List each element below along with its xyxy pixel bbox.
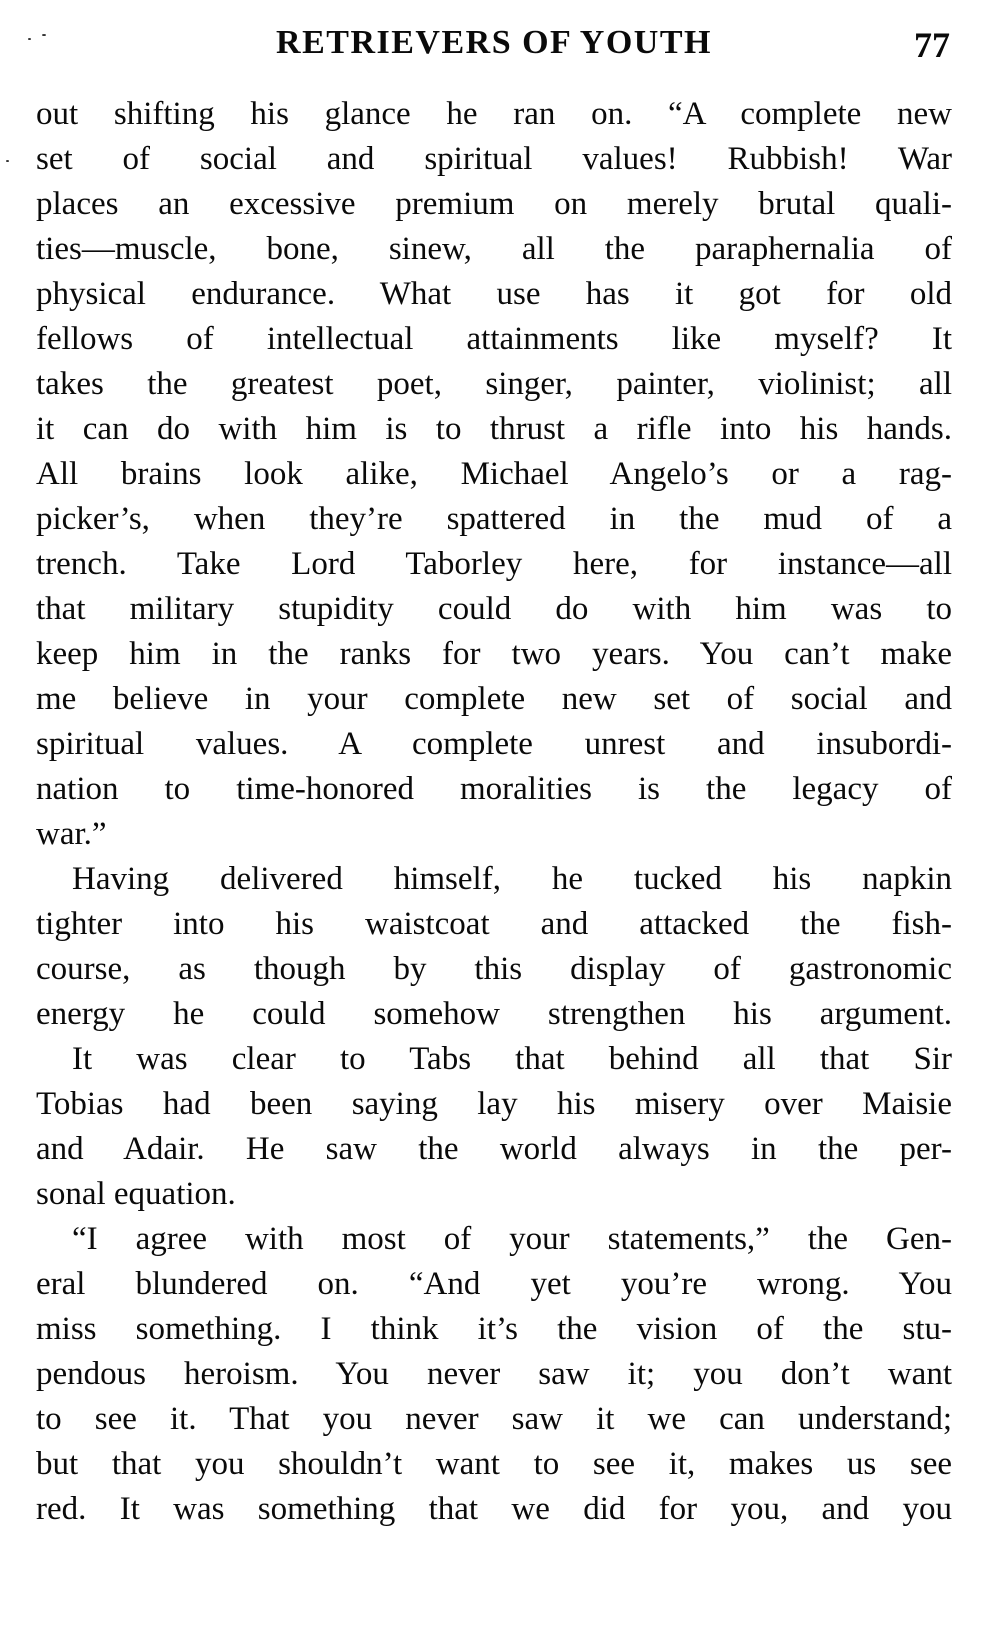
text-line: keep him in the ranks for two years. You can’t make <box>36 636 952 672</box>
text-line: war.” <box>36 816 107 852</box>
text-line: Having delivered himself, he tucked his napkin <box>72 861 952 897</box>
text-line: red. It was something that we did for you, and you <box>36 1491 952 1527</box>
text-line: miss something. I think it’s the vision of the stu- <box>36 1311 952 1347</box>
text-line: fellows of intellectual attainments like myself? It <box>36 321 952 357</box>
text-line: physical endurance. What use has it got for old <box>36 276 952 312</box>
text-line: that military stupidity could do with him was to <box>36 591 952 627</box>
text-line: picker’s, when they’re spattered in the mud of a <box>36 501 952 537</box>
print-speck <box>6 160 9 162</box>
text-line: takes the greatest poet, singer, painter, violinist; all <box>36 366 952 402</box>
text-line: ties—muscle, bone, sinew, all the paraphernalia of <box>36 231 952 267</box>
print-speck <box>42 34 46 36</box>
text-line: pendous heroism. You never saw it; you don’t want <box>36 1356 952 1392</box>
text-line: All brains look alike, Michael Angelo’s or a rag- <box>36 456 952 492</box>
text-line: set of social and spiritual values! Rubbish! War <box>36 141 952 177</box>
text-line: out shifting his glance he ran on. “A complete new <box>36 96 952 132</box>
running-head: RETRIEVERS OF YOUTH <box>276 24 712 61</box>
text-line: trench. Take Lord Taborley here, for instance—all <box>36 546 952 582</box>
text-line: eral blundered on. “And yet you’re wrong. You <box>36 1266 952 1302</box>
text-line: places an excessive premium on merely brutal quali- <box>36 186 952 222</box>
text-line: course, as though by this display of gastronomic <box>36 951 952 987</box>
text-line: but that you shouldn’t want to see it, makes us see <box>36 1446 952 1482</box>
text-line: it can do with him is to thrust a rifle into his hands. <box>36 411 952 447</box>
text-line: me believe in your complete new set of social and <box>36 681 952 717</box>
text-line: “I agree with most of your statements,” the Gen- <box>72 1221 952 1257</box>
text-line: tighter into his waistcoat and attacked the fish- <box>36 906 952 942</box>
text-line: to see it. That you never saw it we can understand; <box>36 1401 952 1437</box>
print-speck <box>28 38 31 40</box>
text-line: energy he could somehow strengthen his argument. <box>36 996 952 1032</box>
page-header <box>36 22 952 72</box>
page-number: 77 <box>914 25 950 65</box>
text-line: Tobias had been saying lay his misery over Maisie <box>36 1086 952 1122</box>
text-line: It was clear to Tabs that behind all that Sir <box>72 1041 952 1077</box>
text-line: spiritual values. A complete unrest and insubordi- <box>36 726 952 762</box>
text-line: and Adair. He saw the world always in the per- <box>36 1131 952 1167</box>
body-text <box>36 92 952 1532</box>
text-line: sonal equation. <box>36 1176 236 1212</box>
text-line: nation to time-honored moralities is the legacy of <box>36 771 952 807</box>
